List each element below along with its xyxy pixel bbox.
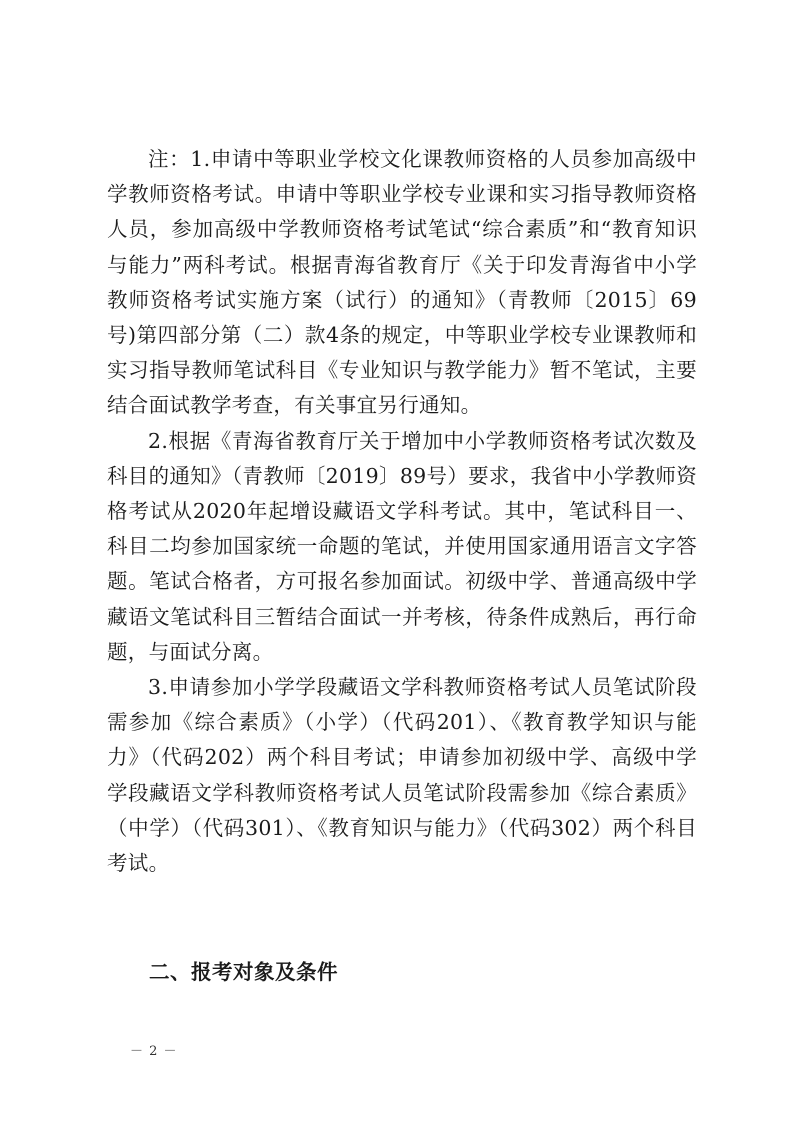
note-paragraph-3: 3.申请参加小学学段藏语文学科教师资格考试人员笔试阶段需参加《综合素质》（小学）（代码201）、《教育教学知识与能力》（代码202）两个科目考试；申请参加初级中学、高级中学学段藏语文学科教师资格考试人员笔试阶段需参加《综合素质》（中学）（代码301）、《教育知识与能力》（代码302）两个科目考试。 [107,675,697,876]
page-number: － 2 － [130,1044,178,1059]
note-paragraph-1: 注：1.申请中等职业学校文化课教师资格的人员参加高级中学教师资格考试。申请中等职业学校专业课和实习指导教师资格人员，参加高级中学教师资格考试笔试“综合素质”和“教育知识与能力”两科考试。根据青海省教育厅《关于印发青海省中小学教师资格考试实施方案（试行）的通知》（青教师〔2015〕69号)第四部分第（二）款4条的规定，中等职业学校专业课教师和实习指导教师笔试科目《专业知识与教学能力》暂不笔试，主要结合面试教学考查，有关事宜另行通知。 [107,147,697,418]
body-text [107,142,697,881]
note-paragraph-2: 2.根据《青海省教育厅关于增加中小学教师资格考试次数及科目的通知》（青教师〔2019〕89号）要求，我省中小学教师资格考试从2020年起增设藏语文学科考试。其中，笔试科目一、科目二均参加国家统一命题的笔试，并使用国家通用语言文字答题。笔试合格者，方可报名参加面试。初级中学、普通高级中学藏语文笔试科目三暂结合面试一并考核，待条件成熟后，再行命题，与面试分离。 [107,428,697,664]
section-heading: 二、报考对象及条件 [149,960,338,984]
